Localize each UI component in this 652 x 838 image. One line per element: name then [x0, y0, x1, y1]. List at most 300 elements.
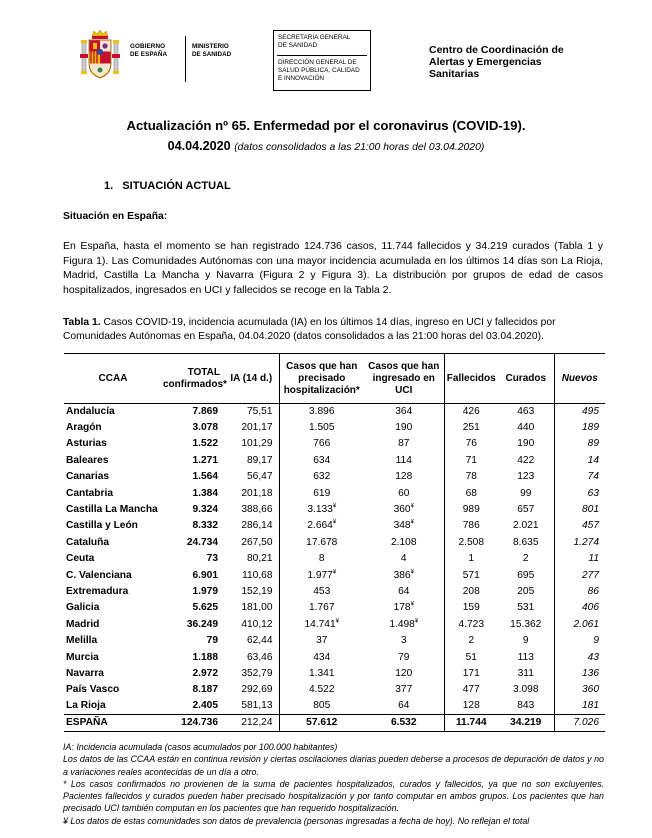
cell-hospitalizacion-value: 434 — [313, 651, 331, 663]
cell-ia — [224, 699, 279, 715]
cell-uci — [364, 584, 444, 600]
cell-total-confirmados-value: 1.564 — [192, 471, 218, 483]
cell-ccaa-value: Andalucía — [66, 405, 115, 417]
table-row — [64, 699, 605, 715]
cell-curados — [498, 682, 554, 698]
cell-hospitalizacion-value: 17.678 — [306, 536, 338, 548]
cell-uci-value: 377 — [395, 684, 413, 696]
header-curados: Curados — [498, 354, 554, 404]
cell-hospitalizacion — [279, 584, 364, 600]
cell-nuevos — [554, 469, 605, 485]
cell-fallecidos — [444, 649, 498, 665]
total-ia: 212,24 — [224, 715, 279, 732]
cell-nuevos — [554, 485, 605, 501]
cell-fallecidos — [444, 518, 498, 534]
cell-total-confirmados-value: 2.405 — [192, 700, 218, 712]
cell-ia-value: 410,12 — [241, 618, 273, 630]
cell-hospitalizacion — [279, 518, 364, 534]
cell-uci-value: 364 — [395, 405, 413, 417]
cell-ccaa — [64, 699, 162, 715]
cell-fallecidos-value: 786 — [462, 520, 480, 532]
cell-hospitalizacion-value: 2.664 — [307, 520, 333, 532]
cell-ia-value: 201,17 — [241, 422, 273, 434]
cell-hospitalizacion-value: 8 — [318, 553, 325, 565]
prevalence-mark: ¥ — [332, 503, 337, 510]
cell-ccaa-value: La Rioja — [66, 700, 106, 712]
cell-curados-value: 657 — [517, 504, 535, 516]
cell-ccaa-value: Aragón — [66, 422, 102, 434]
cell-curados — [498, 666, 554, 682]
cell-fallecidos-value: 571 — [462, 569, 480, 581]
direccion-label: DIRECCIÓN GENERAL DE SALUD PÚBLICA, CALIDAD E INNOVACIÓN — [278, 59, 360, 82]
cell-ccaa-value: Cataluña — [66, 536, 110, 548]
prevalence-mark: ¥ — [410, 520, 414, 527]
cell-ia-value: 89,17 — [247, 454, 273, 466]
table-row — [64, 567, 605, 583]
cell-nuevos-value: 136 — [582, 667, 599, 679]
cell-hospitalizacion-value: 3.896 — [309, 405, 335, 417]
cell-ccaa — [64, 600, 162, 616]
cell-ccaa — [64, 551, 162, 567]
cell-total-confirmados — [162, 617, 224, 633]
cell-ccaa-value: Galicia — [66, 602, 100, 614]
cell-curados-value: 422 — [517, 454, 535, 466]
cell-fallecidos-value: 4.723 — [458, 618, 484, 630]
cell-uci — [364, 518, 444, 534]
cell-hospitalizacion — [279, 666, 364, 682]
cell-ia — [224, 551, 279, 567]
cell-ia-value: 292,69 — [241, 684, 273, 696]
cell-total-confirmados — [162, 600, 224, 616]
cell-total-confirmados-value: 79 — [206, 635, 218, 647]
cell-ccaa-value: Extremadura — [66, 585, 129, 597]
cell-hospitalizacion — [279, 682, 364, 698]
cell-nuevos — [554, 420, 605, 436]
cell-hospitalizacion-value: 766 — [313, 438, 331, 450]
cell-nuevos-value: 1.274 — [573, 536, 599, 548]
cell-total-confirmados — [162, 420, 224, 436]
cell-ccaa — [64, 404, 162, 420]
cell-total-confirmados-value: 36.249 — [186, 618, 218, 630]
cell-hospitalizacion — [279, 485, 364, 501]
cell-ia-value: 75,51 — [247, 405, 273, 417]
cell-ia-value: 62,44 — [247, 635, 273, 647]
cell-hospitalizacion — [279, 551, 364, 567]
cell-fallecidos-value: 251 — [462, 422, 480, 434]
cell-ccaa-value: Ceuta — [66, 553, 95, 565]
cell-curados-value: 15.362 — [510, 618, 542, 630]
cell-uci-value: 2.108 — [391, 536, 417, 548]
cell-nuevos-value: 495 — [582, 405, 599, 417]
cell-total-confirmados-value: 73 — [206, 553, 218, 565]
cell-nuevos-value: 86 — [587, 585, 599, 597]
table-row — [64, 535, 605, 551]
cell-curados-value: 205 — [517, 585, 535, 597]
cell-curados — [498, 502, 554, 518]
cell-curados-value: 190 — [517, 438, 535, 450]
cell-fallecidos — [444, 453, 498, 469]
ccaa-table — [64, 353, 605, 732]
header-divider — [185, 36, 186, 82]
cell-fallecidos-value: 159 — [462, 602, 480, 614]
cell-nuevos — [554, 551, 605, 567]
footnote-ia: IA: Incidencia acumulada (casos acumulados por 100.000 habitantes) — [63, 742, 338, 752]
table-header-row — [64, 354, 605, 404]
header-ccaa: CCAA — [64, 354, 162, 404]
cell-hospitalizacion-value: 634 — [313, 454, 331, 466]
cell-total-confirmados — [162, 551, 224, 567]
cell-total-confirmados — [162, 633, 224, 649]
cell-ccaa-value: Cantabria — [66, 487, 113, 499]
cell-curados — [498, 485, 554, 501]
document-date-line — [0, 139, 652, 153]
cell-nuevos-value: 189 — [582, 422, 599, 434]
table-row — [64, 633, 605, 649]
cell-ia-value: 152,19 — [241, 585, 273, 597]
document-title: Actualización nº 65. Enfermedad por el coronavirus (COVID-19). — [126, 118, 526, 133]
subheading: Situación en España: — [63, 211, 168, 222]
cell-curados — [498, 535, 554, 551]
intro-paragraph: En España, hasta el momento se han registrado 124.736 casos, 11.744 fallecidos y 34.219 curados (Tabla 1 y Figura 1). Las Comunidades Autónomas con una mayor incidencia acumulada en los últimos 14 días son La Rioja, Madrid, Castilla La Mancha y Navarra (Figura 2 y Figura 3). La distribución por grupos de edad de casos hospitalizados, ingresados en UCI y fallecidos se recoge en la Tabla 2. — [63, 240, 603, 296]
cell-ccaa-value: Castilla La Mancha — [66, 504, 158, 516]
cell-uci — [364, 699, 444, 715]
cell-total-confirmados-value: 2.972 — [192, 667, 218, 679]
table-row — [64, 649, 605, 665]
cell-hospitalizacion — [279, 469, 364, 485]
cell-ia — [224, 617, 279, 633]
footnote-revision: Los datos de las CCAA están en continua revisión y ciertas oscilaciones diarias pueden deberse a procesos de depuración de datos y no a variaciones reales acontecidas de un día a otro. — [63, 754, 604, 777]
cell-ia-value: 352,79 — [241, 667, 273, 679]
cell-uci-value: 4 — [400, 553, 407, 565]
header-ia: IA (14 d.) — [224, 354, 279, 404]
cell-ia-value: 101,29 — [241, 438, 273, 450]
cell-total-confirmados — [162, 502, 224, 518]
cell-fallecidos-value: 171 — [462, 667, 480, 679]
table-row — [64, 617, 605, 633]
cell-nuevos-value: 2.061 — [573, 618, 599, 630]
document-header — [0, 0, 652, 110]
cell-ia — [224, 535, 279, 551]
cell-total-confirmados — [162, 584, 224, 600]
cell-uci-value: 64 — [398, 585, 410, 597]
cell-nuevos — [554, 535, 605, 551]
cell-fallecidos — [444, 666, 498, 682]
cell-ccaa-value: Castilla y León — [66, 520, 138, 532]
cell-uci — [364, 600, 444, 616]
cell-nuevos — [554, 518, 605, 534]
cell-curados-value: 695 — [517, 569, 535, 581]
cell-curados — [498, 567, 554, 583]
table-total-row — [64, 715, 605, 732]
cell-total-confirmados — [162, 567, 224, 583]
cell-nuevos — [554, 600, 605, 616]
cell-ia-value: 201,18 — [241, 487, 273, 499]
cell-uci — [364, 453, 444, 469]
cell-ia — [224, 469, 279, 485]
cell-curados — [498, 404, 554, 420]
prevalence-mark: ¥ — [410, 503, 414, 510]
cell-curados-value: 531 — [517, 602, 535, 614]
cell-curados — [498, 518, 554, 534]
cell-ia-value: 80,21 — [247, 553, 273, 565]
cell-fallecidos — [444, 485, 498, 501]
cell-total-confirmados — [162, 404, 224, 420]
cell-ccaa-value: País Vasco — [66, 684, 120, 696]
cell-hospitalizacion — [279, 453, 364, 469]
cell-hospitalizacion — [279, 617, 364, 633]
cell-ccaa — [64, 469, 162, 485]
cell-total-confirmados — [162, 699, 224, 715]
cell-uci — [364, 649, 444, 665]
cell-fallecidos — [444, 469, 498, 485]
cell-nuevos-value: 11 — [588, 553, 599, 565]
cell-hospitalizacion — [279, 404, 364, 420]
cell-uci-value: 120 — [395, 667, 413, 679]
cell-ccaa — [64, 436, 162, 452]
table-caption — [63, 316, 603, 344]
cell-curados-value: 3.098 — [513, 684, 539, 696]
cell-ccaa — [64, 518, 162, 534]
footnote-asterisk: * Los casos confirmados no provienen de la suma de pacientes hospitalizados, curados y fallecidos, ya que no son excluyentes. Pacientes fallecidos y curados pueden haber precisado hospitalización y por tanto computar en ambos grupos. Los pacientes que han precisado UCI también computan en los pacientes que han requerido hospitalización. — [63, 778, 604, 814]
cell-total-confirmados-value: 6.901 — [192, 569, 218, 581]
cell-fallecidos — [444, 682, 498, 698]
cell-uci-value: 79 — [398, 651, 410, 663]
cell-fallecidos — [444, 633, 498, 649]
cell-ccaa — [64, 453, 162, 469]
cell-fallecidos-value: 989 — [462, 504, 480, 516]
cell-fallecidos-value: 51 — [465, 651, 477, 663]
cell-total-confirmados-value: 3.078 — [192, 422, 218, 434]
cell-hospitalizacion-value: 619 — [313, 487, 331, 499]
cell-fallecidos-value: 2.508 — [458, 536, 484, 548]
cell-curados — [498, 617, 554, 633]
header-hospitalizacion: Casos que han precisado hospitalización* — [279, 354, 364, 404]
table-row — [64, 518, 605, 534]
document-date: 04.04.2020 — [167, 139, 231, 153]
cell-total-confirmados-value: 24.734 — [186, 536, 218, 548]
cell-curados-value: 843 — [517, 700, 535, 712]
cell-ccaa — [64, 617, 162, 633]
cell-uci-value: 190 — [395, 422, 413, 434]
cell-fallecidos-value: 68 — [465, 487, 477, 499]
cell-uci-value: 128 — [395, 471, 413, 483]
total-ccaa: ESPAÑA — [64, 715, 162, 732]
total-nuevos: 7.026 — [554, 715, 605, 732]
document-date-note: (datos consolidados a las 21:00 horas del 03.04.2020) — [234, 142, 485, 153]
prevalence-mark: ¥ — [410, 601, 414, 608]
table-row — [64, 453, 605, 469]
cell-fallecidos-value: 76 — [465, 438, 477, 450]
cell-ccaa-value: Melilla — [66, 635, 98, 647]
cell-hospitalizacion — [279, 436, 364, 452]
cell-nuevos — [554, 436, 605, 452]
cell-curados — [498, 600, 554, 616]
cell-ia — [224, 404, 279, 420]
cell-ccaa — [64, 666, 162, 682]
cell-fallecidos — [444, 404, 498, 420]
total-hospitalizacion: 57.612 — [279, 715, 364, 732]
cell-uci-value: 114 — [395, 454, 412, 466]
cell-nuevos-value: 63 — [587, 487, 599, 499]
cell-curados — [498, 584, 554, 600]
cell-ccaa-value: Murcia — [66, 651, 99, 663]
cell-ia — [224, 485, 279, 501]
table-row — [64, 551, 605, 567]
cell-uci-value: 360 — [393, 504, 411, 516]
cell-fallecidos-value: 71 — [465, 454, 477, 466]
header-nuevos: Nuevos — [554, 354, 605, 404]
cell-fallecidos — [444, 420, 498, 436]
cell-uci — [364, 666, 444, 682]
cell-ccaa — [64, 420, 162, 436]
cell-uci — [364, 551, 444, 567]
cell-hospitalizacion-value: 632 — [313, 471, 331, 483]
cell-fallecidos — [444, 584, 498, 600]
cell-hospitalizacion-value: 453 — [313, 585, 331, 597]
secretaria-box — [273, 30, 371, 91]
prevalence-mark: ¥ — [414, 618, 419, 625]
cell-curados-value: 2.021 — [513, 520, 539, 532]
prevalence-mark: ¥ — [332, 520, 337, 527]
cell-fallecidos-value: 78 — [465, 471, 477, 483]
cell-total-confirmados-value: 1.522 — [192, 438, 218, 450]
cell-ia-value: 581,13 — [241, 700, 273, 712]
cell-uci-value: 1.498 — [389, 618, 415, 630]
cell-ia — [224, 453, 279, 469]
gobierno-label: GOBIERNO DE ESPAÑA — [130, 43, 168, 58]
table-row — [64, 485, 605, 501]
cell-ccaa — [64, 584, 162, 600]
cell-total-confirmados-value: 8.187 — [192, 684, 218, 696]
cell-nuevos-value: 406 — [582, 602, 599, 614]
cell-curados — [498, 453, 554, 469]
secretaria-label: SECRETARIA GENERAL DE SANIDAD — [278, 34, 351, 49]
cell-total-confirmados-value: 9.324 — [192, 504, 218, 516]
cell-fallecidos — [444, 551, 498, 567]
cell-nuevos-value: 801 — [582, 504, 599, 516]
cell-curados-value: 440 — [517, 422, 535, 434]
cell-uci — [364, 617, 444, 633]
table-row — [64, 682, 605, 698]
cell-hospitalizacion-value: 1.977 — [307, 569, 333, 581]
cell-fallecidos — [444, 600, 498, 616]
cell-curados-value: 9 — [522, 635, 529, 647]
cell-nuevos — [554, 649, 605, 665]
cell-nuevos — [554, 666, 605, 682]
cell-ccaa-value: Canarias — [66, 471, 110, 483]
cell-ia — [224, 502, 279, 518]
cell-total-confirmados — [162, 682, 224, 698]
total-confirmados: 124.736 — [162, 715, 224, 732]
cell-nuevos — [554, 404, 605, 420]
table-row — [64, 469, 605, 485]
cell-ccaa — [64, 649, 162, 665]
cell-curados-value: 8.635 — [513, 536, 539, 548]
header-fallecidos: Fallecidos — [444, 354, 498, 404]
cell-hospitalizacion-value: 14.741 — [304, 618, 336, 630]
cell-ia-value: 110,68 — [242, 569, 273, 581]
cell-nuevos-value: 74 — [587, 471, 599, 483]
cell-uci — [364, 404, 444, 420]
cell-curados-value: 123 — [517, 471, 535, 483]
cell-total-confirmados-value: 1.384 — [192, 487, 218, 499]
cell-ia — [224, 584, 279, 600]
cell-fallecidos — [444, 535, 498, 551]
cell-ccaa-value: Baleares — [66, 454, 109, 466]
cell-curados — [498, 436, 554, 452]
cell-ia-value: 286,14 — [241, 520, 273, 532]
cell-nuevos — [554, 584, 605, 600]
cell-hospitalizacion — [279, 600, 364, 616]
cell-nuevos — [554, 567, 605, 583]
prevalence-mark: ¥ — [410, 569, 414, 576]
cell-ia — [224, 600, 279, 616]
cell-nuevos — [554, 682, 605, 698]
ministerio-label: MINISTERIO DE SANIDAD — [192, 43, 232, 58]
cell-ccaa — [64, 535, 162, 551]
cell-curados — [498, 551, 554, 567]
cell-total-confirmados — [162, 518, 224, 534]
cell-hospitalizacion — [279, 633, 364, 649]
cell-curados — [498, 420, 554, 436]
cell-ccaa-value: Navarra — [66, 667, 104, 679]
table-row — [64, 436, 605, 452]
table-body — [64, 404, 605, 715]
table-row — [64, 584, 605, 600]
cell-ia — [224, 666, 279, 682]
cell-ccaa-value: C. Valenciana — [66, 569, 132, 581]
cell-curados — [498, 699, 554, 715]
cell-fallecidos — [444, 617, 498, 633]
cell-ccaa — [64, 682, 162, 698]
cell-ccaa — [64, 502, 162, 518]
cell-total-confirmados — [162, 469, 224, 485]
cell-hospitalizacion — [279, 420, 364, 436]
cell-hospitalizacion-value: 805 — [313, 700, 331, 712]
cell-fallecidos-value: 477 — [462, 684, 480, 696]
cell-nuevos-value: 457 — [582, 520, 599, 532]
spain-coat-of-arms-icon — [80, 30, 120, 82]
prevalence-mark: ¥ — [332, 569, 337, 576]
cell-uci-value: 64 — [398, 700, 410, 712]
table-caption-label: Tabla 1. — [63, 317, 101, 328]
cell-ia-value: 63,46 — [247, 651, 273, 663]
cell-ia — [224, 567, 279, 583]
cell-ia-value: 267,50 — [241, 536, 273, 548]
cell-fallecidos-value: 2 — [468, 635, 475, 647]
cell-ccaa — [64, 633, 162, 649]
cell-total-confirmados-value: 1.979 — [192, 585, 218, 597]
cell-hospitalizacion-value: 1.505 — [309, 422, 335, 434]
cell-nuevos-value: 277 — [582, 569, 599, 581]
cell-hospitalizacion-value: 1.341 — [309, 667, 335, 679]
cell-uci-value: 348 — [393, 520, 411, 532]
table-row — [64, 600, 605, 616]
cell-total-confirmados-value: 8.332 — [192, 520, 218, 532]
cell-curados-value: 99 — [520, 487, 532, 499]
cell-uci-value: 3 — [400, 635, 407, 647]
cell-nuevos-value: 360 — [582, 684, 599, 696]
table-footnotes — [63, 741, 604, 827]
cell-curados — [498, 633, 554, 649]
cell-uci — [364, 682, 444, 698]
cell-nuevos — [554, 633, 605, 649]
cell-ia-value: 181,00 — [241, 602, 273, 614]
cell-uci — [364, 469, 444, 485]
cell-total-confirmados — [162, 649, 224, 665]
cell-ia — [224, 649, 279, 665]
cell-fallecidos — [444, 502, 498, 518]
